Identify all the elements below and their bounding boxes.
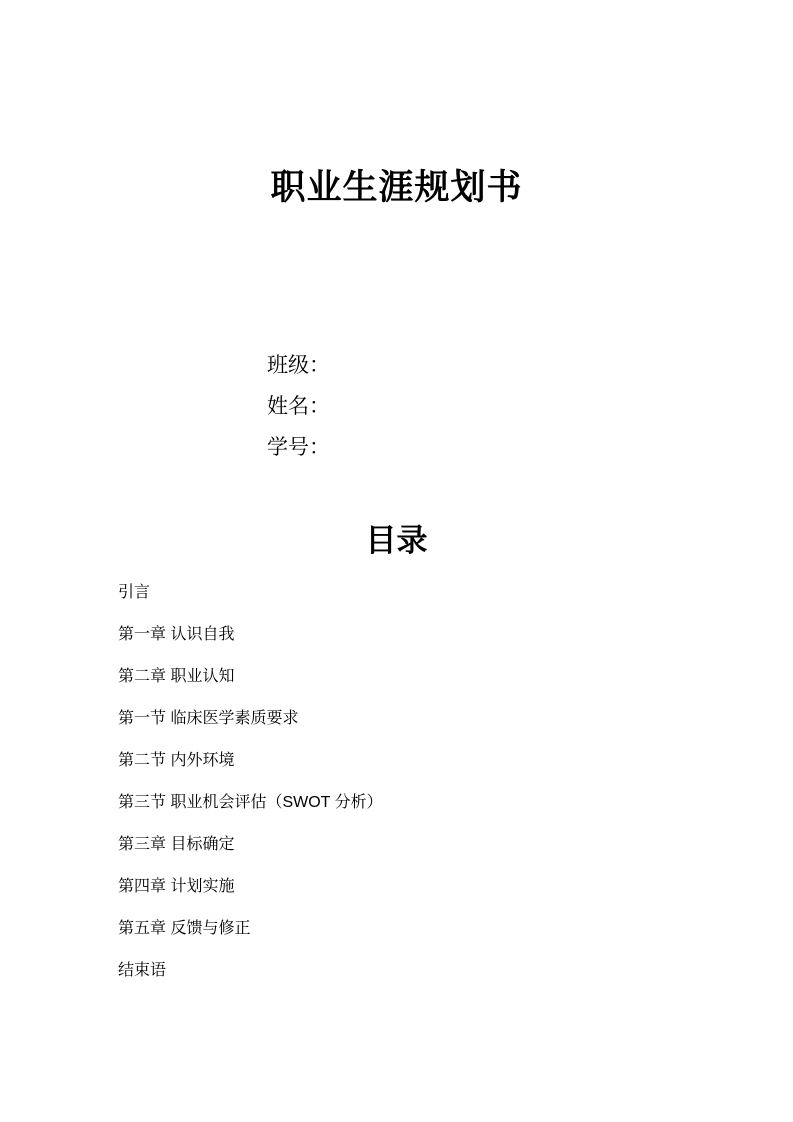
- toc-item-chapter-4-plan-implementation: 第四章 计划实施: [118, 878, 235, 895]
- toc-item-section-3-swot-analysis: 第三节 职业机会评估（SWOT 分析）: [118, 794, 383, 811]
- toc-list: [118, 572, 383, 992]
- toc-item-chapter-2-career-cognition: 第二章 职业认知: [118, 668, 235, 685]
- document-title: 职业生涯规划书: [270, 168, 523, 207]
- toc-heading: 目录: [365, 523, 428, 558]
- toc-item-section-1-clinical-medicine-requirements: 第一节 临床医学素质要求: [118, 710, 299, 727]
- info-fields-block: [267, 345, 330, 468]
- toc-item-chapter-3-goal-setting: 第三章 目标确定: [118, 836, 235, 853]
- name-field-label: 姓名：: [267, 395, 330, 418]
- toc-item-section-2-internal-external-environment: 第二节 内外环境: [118, 752, 235, 769]
- toc-item-conclusion: 结束语: [118, 962, 167, 979]
- class-field-label: 班级：: [267, 354, 330, 377]
- toc-item-chapter-5-feedback-and-revision: 第五章 反馈与修正: [118, 920, 251, 937]
- toc-item-introduction: 引言: [118, 584, 151, 601]
- toc-item-chapter-1-self-awareness: 第一章 认识自我: [118, 626, 235, 643]
- student-id-field-label: 学号：: [267, 436, 330, 459]
